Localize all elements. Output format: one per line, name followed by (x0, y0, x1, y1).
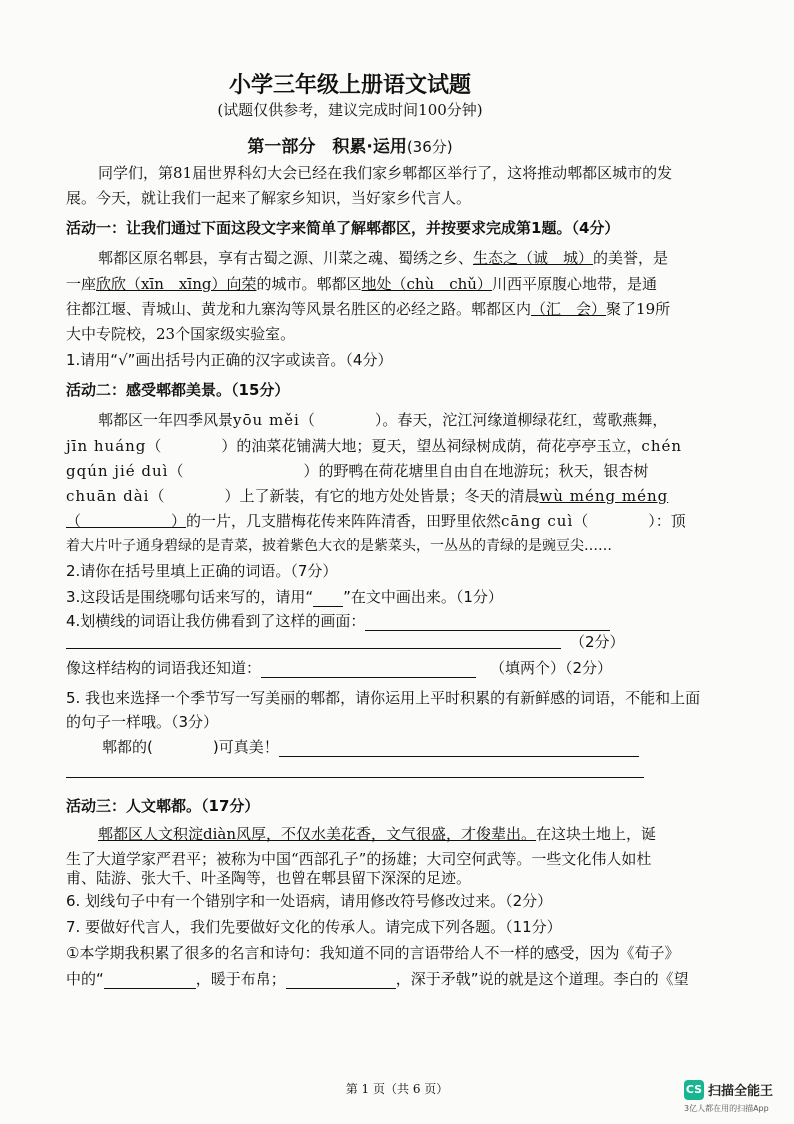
underlined-pinyin: wù méng méng (539, 487, 669, 505)
text: 川西平原腹心地带，是通 (491, 275, 657, 293)
underline-sample (313, 590, 343, 607)
question-4b (66, 658, 754, 678)
text: 郫都区一年四季风景 (98, 411, 234, 429)
activity1-para-line-4: 大中专院校，23个国家级实验室。 (66, 325, 296, 343)
question-7-1-line-2 (66, 969, 754, 989)
part1-score: (36分) (406, 138, 453, 156)
exam-title: 小学三年级上册语文试题 (228, 73, 471, 98)
underlined-choice: 欣欣（xīn xīng）向荣 (96, 275, 257, 293)
activity1-para-line-2 (66, 274, 754, 294)
answer-line[interactable] (66, 777, 644, 778)
question-5-prompt (102, 737, 754, 757)
text: 中的“ (66, 970, 104, 988)
text: （ ）：顶 (573, 512, 686, 530)
question-6: 6. 划线句子中有一个错别字和一处语病，请用修改符号修改过来。（2分） (66, 892, 553, 910)
watermark-name: 扫描全能王 (708, 1084, 774, 1099)
text: ”在文中画出来。（1分） (343, 588, 503, 606)
pinyin: gqún jié duì (66, 462, 169, 480)
question-2: 2.请你在括号里填上正确的词语。（7分） (66, 562, 338, 580)
underlined-sentence: 郫都区人文积淀diàn风厚，不仅水美花香，文气很盛，才俊辈出。 (98, 825, 537, 843)
underlined-blank: （ ） (66, 512, 187, 530)
question-7: 7. 要做好代言人，我们先要做好文化的传承人。请完成下列各题。（11分） (66, 918, 562, 936)
text: （ ）的油菜花铺满大地；夏天，望丛祠绿树成荫，荷花亭亭玉立， (146, 437, 642, 455)
question-5-line-2: 的句子一样哦。（3分） (66, 713, 219, 731)
text: 的美誉，是 (593, 249, 669, 267)
intro-line-2: 展。今天，就让我们一起来了解家乡知识，当好家乡代言人。 (66, 189, 472, 207)
pinyin: jīn huáng (66, 437, 147, 455)
activity2-line-2 (66, 436, 754, 456)
activity2-heading: 活动二：感受郫都美景。（15分） (66, 381, 290, 399)
text: 往都江堰、青城山、黄龙和九寨沟等风景名胜区的必经之路。郫都区内 (66, 300, 532, 318)
pinyin: cāng cuì (501, 512, 574, 530)
text: 像这样结构的词语我还知道： (66, 659, 262, 677)
activity3-heading: 活动三：人文郫都。（17分） (66, 797, 260, 815)
text: （ ）。春天，沱江河缘道柳绿花红，莺歌燕舞， (299, 411, 668, 429)
activity3-line-1 (66, 824, 754, 844)
text: ，深于矛戟”说的就是这个道理。李白的《望 (395, 970, 689, 988)
text: 的一片，几支腊梅花传来阵阵清香，田野里依然 (186, 512, 502, 530)
text: 在这块土地上，诞 (536, 825, 657, 843)
question-1: 1.请用“√”画出括号内正确的汉字或读音。（4分） (66, 351, 393, 369)
pinyin: yōu měi (233, 411, 300, 429)
page-footer: 第 1 页（共 6 页） (345, 1082, 449, 1096)
answer-blank[interactable] (365, 614, 610, 631)
part1-label: 第一部分 积累·运用 (247, 137, 407, 157)
part1-heading (0, 132, 700, 157)
question-4 (66, 611, 754, 631)
text: 一座 (66, 275, 97, 293)
question-4-score: （2分） (570, 633, 625, 651)
text: 的城市。郫都区 (256, 275, 362, 293)
activity1-heading: 活动一：让我们通过下面这段文字来简单了解郫都区，并按要求完成第1题。（4分） (66, 219, 620, 237)
text: ，暖于布帛； (195, 970, 286, 988)
text: 3.这段话是围绕哪句话来写的，请用“ (66, 588, 314, 606)
text: （ ）的野鸭在荷花塘里自由自在地游玩；秋天，银杏树 (168, 462, 649, 480)
activity1-para-line-3 (66, 299, 754, 319)
text: 郫都的( )可真美！ (102, 738, 279, 756)
underlined-choice: 地处（chù chǔ） (361, 275, 492, 293)
activity2-line-6: 着大片叶子通身碧绿的是青菜，披着紫色大衣的是紫菜头，一丛丛的青绿的是豌豆尖…… (66, 538, 612, 554)
answer-line[interactable] (66, 648, 561, 649)
text: 聚了19所 (606, 300, 671, 318)
pinyin: chuān dài (66, 487, 150, 505)
activity3-line-2: 生了大道学家严君平；被称为中国“西部孔子”的扬雄；大司空何武等。一些文化伟人如杜 (66, 850, 652, 868)
activity2-line-1 (66, 410, 754, 430)
watermark-tagline: 3亿人都在用的扫描App (684, 1104, 769, 1113)
text: 4.划横线的词语让我仿佛看到了这样的画面： (66, 612, 366, 630)
answer-blank[interactable] (261, 661, 476, 678)
question-5-line-1: 5. 我也来选择一个季节写一写美丽的郫都，请你运用上平时积累的有新鲜感的词语，不能和上面 (66, 689, 701, 707)
activity2-line-5 (66, 511, 754, 531)
answer-blank[interactable] (279, 740, 639, 757)
pinyin: chén (641, 437, 683, 455)
answer-blank[interactable] (286, 972, 396, 989)
answer-blank[interactable] (104, 972, 196, 989)
question-3 (66, 587, 754, 607)
text: （填两个）（2分） (490, 659, 613, 677)
activity1-para-line-1 (66, 248, 754, 268)
question-7-1-line-1: ①本学期我积累了很多的名言和诗句：我知道不同的言语带给人不一样的感受，因为《荀子》 (66, 944, 680, 962)
activity2-line-4 (66, 486, 754, 506)
activity3-line-3: 甫、陆游、张大千、叶圣陶等，也曾在郫县留下深深的足迹。 (66, 869, 472, 887)
text: 郫都区原名郫县，享有古蜀之源、川菜之魂、蜀绣之乡、 (98, 249, 474, 267)
text: （ ）上了新装，有它的地方处处皆景；冬天的清晨 (149, 487, 540, 505)
underlined-choice: 生态之（诚 城） (473, 249, 594, 267)
camscanner-logo: CS (684, 1080, 704, 1100)
activity2-line-3 (66, 461, 754, 481)
exam-subtitle: (试题仅供参考，建议完成时间100分钟) (217, 101, 483, 119)
underlined-choice: （汇 会） (531, 300, 607, 318)
intro-line-1: 同学们，第81届世界科幻大会已经在我们家乡郫都区举行了，这将推动郫都区城市的发 (98, 164, 673, 182)
